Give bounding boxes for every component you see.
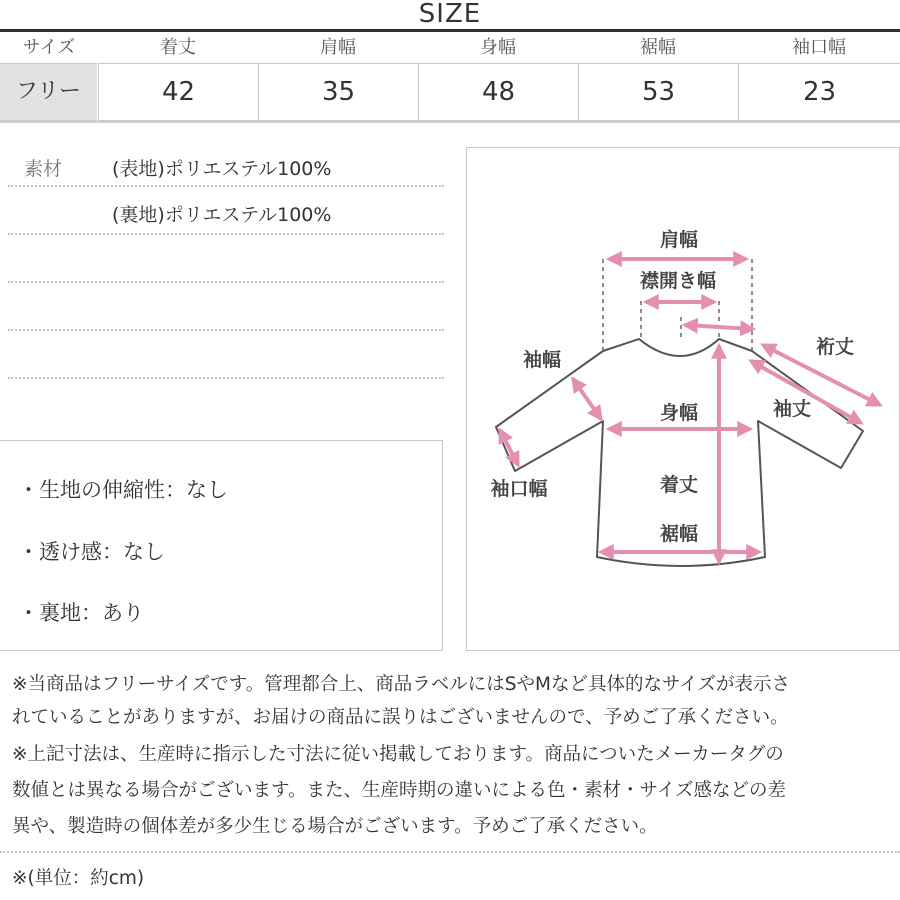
size-title: SIZE	[418, 0, 482, 29]
header-cuff-width: 袖口幅	[792, 37, 846, 58]
feature-stretch: ・生地の伸縮性：なし	[18, 478, 228, 502]
dotted-divider	[8, 185, 444, 187]
label-body-width: 身幅	[659, 402, 699, 424]
material-lining: (裏地)ポリエステル100%	[112, 204, 332, 226]
note-line: ※上記寸法は、生産時に指示した寸法に従い掲載しております。商品についたメーカータグの	[12, 744, 784, 765]
label-cuff-width: 袖口幅	[490, 478, 548, 500]
value-shoulder: 35	[258, 63, 418, 121]
value-cuff-width: 23	[738, 63, 900, 121]
dotted-divider	[0, 851, 900, 853]
table-divider	[0, 121, 900, 123]
note-line: ※当商品はフリーサイズです。管理都合上、商品ラベルにはSやMなど具体的なサイズが表示さ	[12, 674, 791, 695]
feature-sheerness: ・透け感：なし	[18, 540, 165, 564]
table-row	[0, 63, 900, 121]
label-sleeve-width: 袖幅	[522, 349, 562, 371]
material-label: 素材	[24, 158, 63, 180]
unit-note: ※(単位：約cm)	[12, 868, 145, 889]
size-label-free: フリー	[0, 63, 97, 121]
features-box	[0, 440, 443, 651]
label-neck-width: 襟開き幅	[639, 270, 717, 292]
feature-lining: ・裏地：あり	[18, 601, 144, 625]
note-line: 異や、製造時の個体差が多少生じる場合がございます。予めご了承ください。	[12, 816, 658, 837]
header-body-width: 身幅	[480, 37, 516, 58]
label-hem-width: 裾幅	[659, 523, 699, 545]
value-body-width: 48	[418, 63, 578, 121]
label-shoulder-width: 肩幅	[659, 229, 699, 251]
value-hem-width: 53	[578, 63, 738, 121]
label-yuki-length: 裄丈	[815, 336, 855, 358]
note-line: れていることがありますが、お届けの商品に誤りはございませんので、予めご了承ください。	[12, 707, 789, 728]
title-rule	[0, 29, 900, 32]
dotted-divider	[8, 281, 444, 283]
header-length: 着丈	[160, 37, 196, 58]
header-size: サイズ	[22, 37, 76, 58]
note-line: 数値とは異なる場合がございます。また、生産時期の違いによる色・素材・サイズ感などの差	[12, 780, 787, 801]
measurement-diagram	[466, 147, 900, 651]
dotted-divider	[8, 233, 444, 235]
header-hem-width: 裾幅	[640, 37, 676, 58]
label-length: 着丈	[659, 474, 699, 496]
material-outer: (表地)ポリエステル100%	[112, 158, 332, 180]
garment-illustration	[467, 148, 899, 650]
dotted-divider	[8, 377, 444, 379]
dotted-divider	[8, 329, 444, 331]
header-shoulder: 肩幅	[320, 37, 356, 58]
value-length: 42	[98, 63, 258, 121]
label-sleeve-length: 袖丈	[772, 398, 812, 420]
